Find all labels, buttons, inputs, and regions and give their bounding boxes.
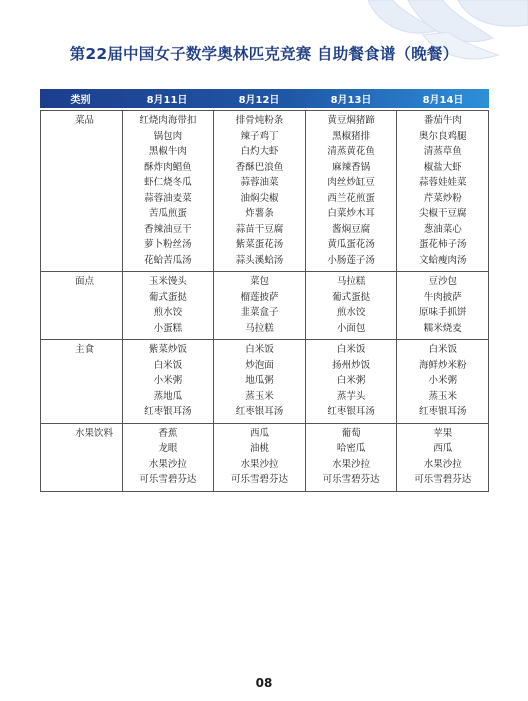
menu-item: 黄瓜蛋花汤 — [327, 239, 375, 250]
menu-item: 葡萄 — [341, 427, 361, 439]
menu-item: 白菜炒木耳 — [327, 208, 375, 219]
menu-item: 红烧肉海带扣 — [139, 115, 197, 126]
menu-item: 蒜蓉娃娃菜 — [418, 177, 467, 188]
day-cell — [122, 111, 214, 271]
menu-item: 麻辣香锅 — [332, 161, 371, 173]
day-cell — [305, 272, 397, 339]
menu-item: 西瓜 — [250, 427, 270, 439]
menu-item: 蒸玉米 — [245, 390, 274, 402]
menu-item: 小面包 — [336, 322, 366, 334]
menu-item: 蒸玉米 — [428, 390, 457, 402]
menu-item: 排骨炖粉条 — [235, 115, 284, 126]
menu-item: 文蛤瘦肉汤 — [418, 254, 467, 266]
menu-item: 香蕉 — [158, 427, 178, 439]
menu-item: 紫菜炒饭 — [148, 344, 187, 355]
menu-item: 水果沙拉 — [240, 458, 279, 470]
menu-item: 油桃 — [250, 443, 270, 454]
menu-item: 椒盐大虾 — [423, 161, 462, 173]
menu-item: 番茄牛肉 — [423, 115, 462, 126]
menu-item: 可乐雪碧芬达 — [322, 474, 380, 485]
menu-item: 可乐雪碧芬达 — [139, 474, 197, 485]
menu-item: 蒜蓉油菜 — [240, 177, 279, 188]
header-day-3: 8月13日 — [330, 95, 372, 106]
day-cell — [396, 340, 488, 423]
menu-item: 小米粥 — [428, 375, 457, 386]
menu-item: 榴莲披萨 — [240, 291, 279, 303]
menu-item: 白米饭 — [153, 359, 183, 371]
day-cell — [396, 111, 488, 271]
menu-item: 蒸芋头 — [336, 390, 366, 402]
menu-item: 蛋花柿子汤 — [418, 239, 467, 250]
menu-item: 可乐雪碧芬达 — [231, 474, 289, 485]
day-cell — [305, 111, 397, 271]
menu-item: 原味手抓饼 — [418, 307, 467, 318]
menu-item: 尖椒干豆腐 — [418, 208, 467, 219]
menu-item: 白米饭 — [428, 344, 457, 355]
menu-item: 红枣银耳汤 — [327, 406, 375, 417]
menu-item: 马拉糕 — [336, 276, 366, 287]
menu-section — [41, 272, 488, 340]
day-cell — [396, 424, 488, 491]
category-label: 菜品 — [75, 115, 95, 126]
category-label: 面点 — [75, 276, 95, 287]
menu-item: 小蛋糕 — [153, 322, 183, 334]
menu-item: 黄豆焖猪蹄 — [327, 115, 375, 126]
menu-item: 西瓜 — [433, 443, 453, 454]
category-cell — [41, 272, 122, 339]
menu-item: 马拉糕 — [245, 322, 274, 334]
menu-item: 黑椒猪排 — [332, 130, 371, 142]
menu-item: 扬州炒饭 — [332, 359, 371, 371]
menu-item: 蒜头溪蛤汤 — [235, 254, 284, 266]
menu-item: 龙眼 — [158, 443, 178, 454]
menu-item: 葡式蛋挞 — [148, 291, 187, 303]
menu-item: 白灼大虾 — [240, 146, 279, 157]
menu-item: 紫菜蛋花汤 — [235, 239, 284, 250]
menu-item: 水果沙拉 — [148, 458, 187, 470]
day-cell — [213, 424, 305, 491]
menu-item: 白米饭 — [336, 344, 366, 355]
header-day-1: 8月11日 — [146, 95, 188, 106]
day-cell — [122, 424, 214, 491]
table-header — [40, 89, 489, 108]
menu-item: 牛肉披萨 — [423, 291, 462, 303]
day-cell — [213, 111, 305, 271]
menu-item: 西兰花煎蛋 — [327, 192, 375, 204]
menu-item: 炸薯条 — [245, 208, 274, 219]
menu-item: 黑椒牛肉 — [148, 146, 187, 157]
day-cell — [396, 272, 488, 339]
menu-section — [41, 340, 488, 424]
category-label: 主食 — [75, 344, 95, 355]
menu-item: 蒸地瓜 — [153, 390, 183, 402]
menu-item: 红枣银耳汤 — [418, 406, 467, 417]
menu-item: 芹菜炒粉 — [423, 192, 462, 204]
menu-item: 萝卜粉丝汤 — [144, 239, 192, 250]
menu-item: 煎水饺 — [336, 307, 366, 318]
menu-section — [41, 111, 488, 272]
page-number: 08 — [255, 676, 273, 690]
menu-item: 韭菜盒子 — [240, 307, 279, 318]
day-cell — [305, 340, 397, 423]
menu-item: 糯米烧麦 — [423, 322, 462, 334]
category-cell — [41, 340, 122, 423]
category-cell — [41, 111, 122, 271]
menu-section — [41, 424, 488, 491]
menu-item: 地瓜粥 — [245, 375, 274, 386]
menu-item: 奥尔良鸡腿 — [418, 130, 467, 142]
day-cell — [213, 340, 305, 423]
page-title: 第22届中国女子数学奥林匹克竞赛 自助餐食谱（晚餐） — [69, 45, 459, 63]
header-category: 类别 — [70, 95, 91, 106]
menu-item: 葱油菜心 — [423, 223, 462, 235]
menu-item: 蒜蓉油麦菜 — [144, 192, 192, 204]
menu-item: 海鲜炒米粉 — [418, 359, 467, 371]
day-cell — [305, 424, 397, 491]
menu-item: 香辣油豆干 — [144, 223, 192, 235]
menu-item: 苦瓜煎蛋 — [148, 208, 187, 219]
day-cell — [122, 340, 214, 423]
menu-item: 水果沙拉 — [423, 458, 462, 470]
menu-item: 可乐雪碧芬达 — [414, 474, 472, 485]
header-day-4: 8月14日 — [422, 95, 464, 106]
menu-item: 蒜苗干豆腐 — [235, 223, 284, 235]
menu-item: 哈密瓜 — [336, 443, 366, 454]
day-cell — [213, 272, 305, 339]
menu-item: 花蛤苦瓜汤 — [144, 254, 192, 266]
menu-item: 锅包肉 — [153, 130, 183, 142]
menu-item: 清蒸草鱼 — [423, 146, 462, 157]
menu-item: 虾仁烧冬瓜 — [144, 177, 192, 188]
menu-item: 葡式蛋挞 — [332, 291, 371, 303]
menu-item: 水果沙拉 — [332, 458, 371, 470]
menu-item: 油焖尖椒 — [240, 192, 279, 204]
menu-item: 小米粥 — [153, 375, 183, 386]
menu-item: 玉米馒头 — [148, 276, 187, 287]
menu-item: 香酥巴浪鱼 — [235, 161, 284, 173]
menu-item: 菜包 — [250, 276, 270, 287]
menu-item: 辣子鸡丁 — [240, 130, 279, 142]
category-label: 水果饮料 — [75, 427, 114, 439]
menu-item: 白米饭 — [245, 344, 274, 355]
menu-item: 酥炸肉鲳鱼 — [144, 161, 192, 173]
menu-item: 煎水饺 — [153, 307, 183, 318]
header-day-2: 8月12日 — [238, 95, 280, 106]
menu-item: 苹果 — [433, 427, 453, 439]
menu-item: 豆沙包 — [428, 276, 457, 287]
menu-item: 清蒸黄花鱼 — [327, 146, 375, 157]
menu-item: 红枣银耳汤 — [235, 406, 284, 417]
menu-item: 小肠莲子汤 — [327, 254, 375, 266]
menu-item: 白米粥 — [336, 375, 366, 386]
day-cell — [122, 272, 214, 339]
menu-item: 酱焖豆腐 — [332, 223, 371, 235]
menu-item: 炒泡面 — [245, 359, 274, 371]
category-cell — [41, 424, 122, 491]
menu-item: 红枣银耳汤 — [144, 406, 192, 417]
menu-table — [40, 110, 489, 492]
menu-item: 肉丝炒缸豆 — [327, 177, 375, 188]
